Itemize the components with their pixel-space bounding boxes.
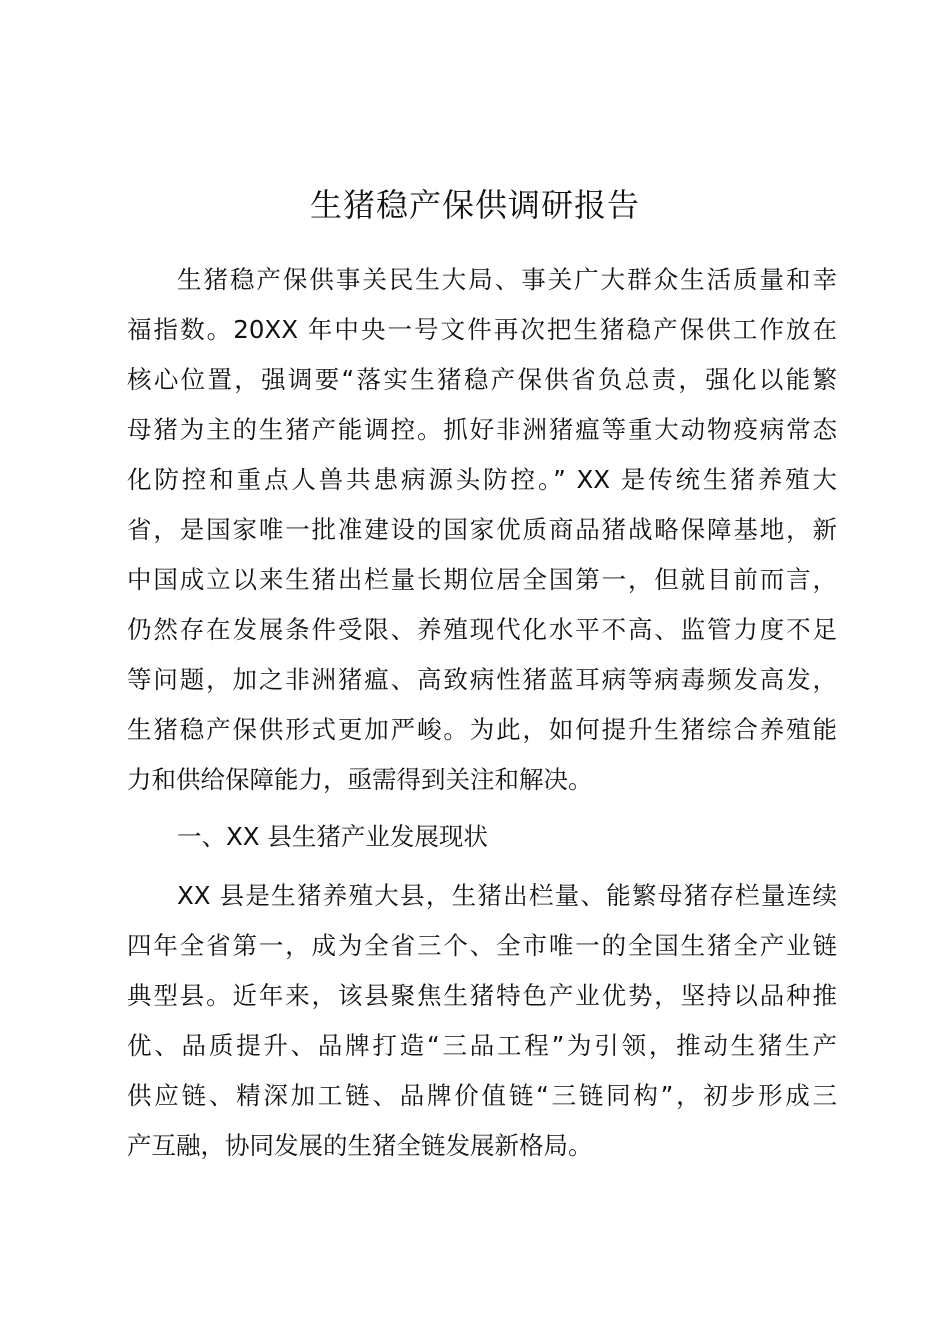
document-title: 生猪稳产保供调研报告 [309, 186, 640, 224]
text-line: 中国成立以来生猪出栏量长期位居全国第一，但就目前而言， [127, 565, 837, 594]
text-line: 仍然存在发展条件受限、养殖现代化水平不高、监管力度不足 [127, 615, 837, 644]
text-line: 产互融，协同发展的生猪全链发展新格局。 [127, 1131, 593, 1160]
section-heading-text: 一、XX 县生猪产业发展现状 [177, 822, 488, 851]
text-line: 生猪稳产保供形式更加严峻。为此，如何提升生猪综合养殖能 [127, 715, 837, 744]
section-heading [127, 812, 837, 862]
text-line: 核心位置，强调要“落实生猪稳产保供省负总责，强化以能繁 [127, 365, 837, 394]
text-line: XX 县是生猪养殖大县，生猪出栏量、能繁母猪存栏量连续 [177, 881, 837, 910]
text-line: 生猪稳产保供事关民生大局、事关广大群众生活质量和幸 [177, 265, 837, 294]
text-line: 优、品质提升、品牌打造“三品工程”为引领，推动生猪生产 [127, 1031, 837, 1060]
paragraph-intro [127, 255, 837, 805]
paragraph-status [127, 871, 837, 1171]
text-line: 供应链、精深加工链、品牌价值链“三链同构”，初步形成三 [127, 1081, 837, 1110]
text-line: 母猪为主的生猪产能调控。抓好非洲猪瘟等重大动物疫病常态 [127, 415, 837, 444]
text-line: 四年全省第一，成为全省三个、全市唯一的全国生猪全产业链 [127, 931, 837, 960]
text-line: 典型县。近年来，该县聚焦生猪特色产业优势，坚持以品种推 [127, 981, 837, 1010]
text-line: 省，是国家唯一批准建设的国家优质商品猪战略保障基地，新 [127, 515, 837, 544]
text-line: 等问题，加之非洲猪瘟、高致病性猪蓝耳病等病毒频发高发， [127, 665, 837, 694]
text-line: 化防控和重点人兽共患病源头防控。” XX 是传统生猪养殖大 [127, 465, 837, 494]
text-line: 福指数。20XX 年中央一号文件再次把生猪稳产保供工作放在 [127, 315, 837, 344]
text-line: 力和供给保障能力，亟需得到关注和解决。 [127, 765, 593, 794]
